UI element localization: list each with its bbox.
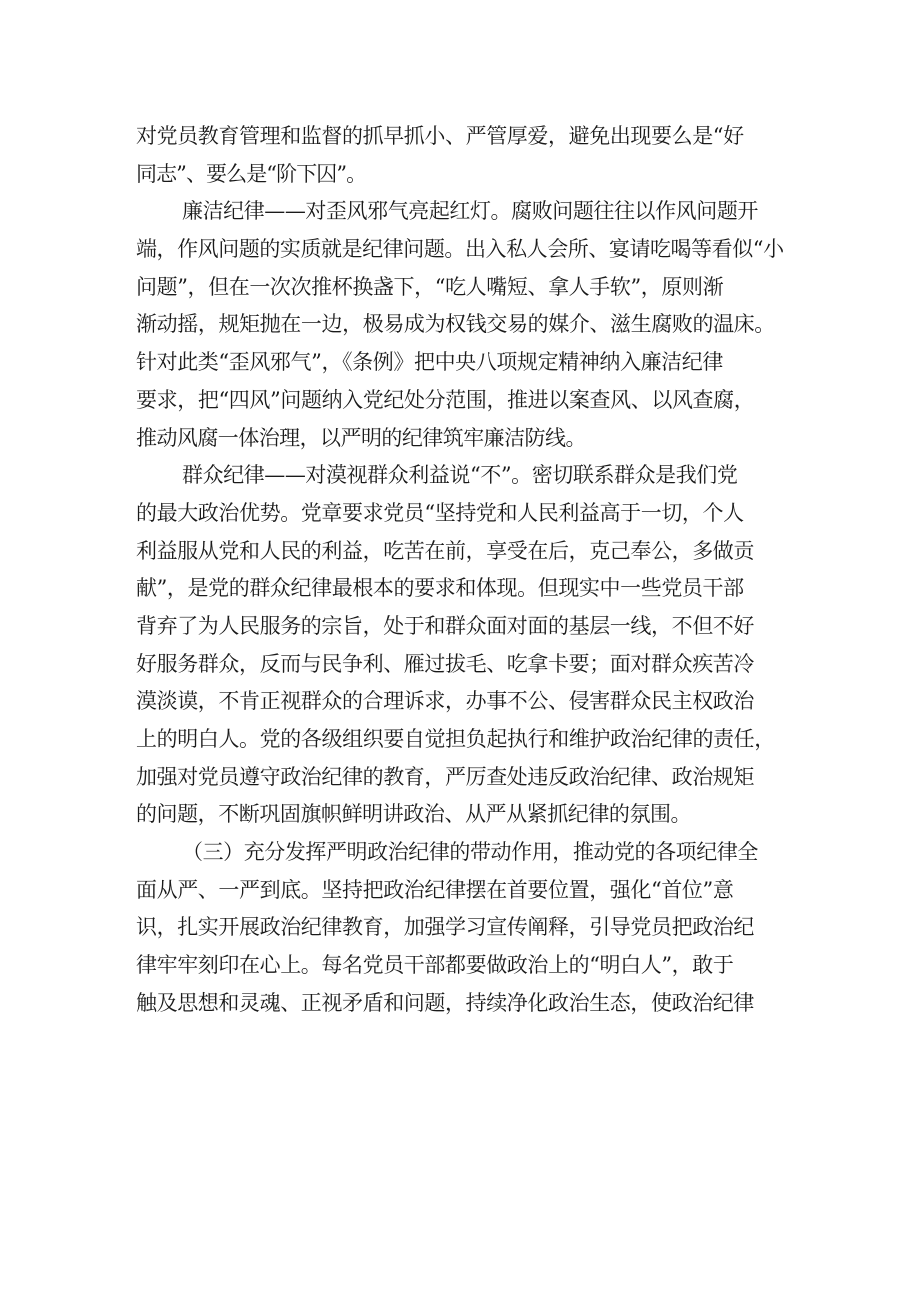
text-line-1: 对党员教育管理和监督的抓早抓小、严管厚爱，避免出现要么是“好 xyxy=(136,124,744,148)
text-line-15: 好服务群众，反而与民争利、雁过拔毛、吃拿卡要；面对群众疾苦冷 xyxy=(136,651,754,676)
text-line-6: 渐动摇，规矩抛在一边，极易成为权钱交易的媒介、滋生腐败的温床。 xyxy=(136,312,775,337)
paragraph-start-lianjie: 廉洁纪律——对歪风邪气亮起红灯。腐败问题往往以作风问题开 xyxy=(182,199,758,224)
text-line-9: 推动风腐一体治理，以严明的纪律筑牢廉洁防线。 xyxy=(136,425,586,450)
paragraph-start-section-three: （三）充分发挥严明政治纪律的带动作用，推动党的各项纪律全 xyxy=(182,840,758,865)
text-line-7: 针对此类“歪风邪气”，《条例》把中央八项规定精神纳入廉洁纪律 xyxy=(136,350,723,375)
text-line-21: 面从严、一严到底。坚持把政治纪律摆在首要位置，强化“首位”意 xyxy=(136,877,734,902)
text-line-22: 识，扎实开展政治纪律教育，加强学习宣传阐释，引导党员把政治纪 xyxy=(136,915,754,940)
text-line-5: 问题”，但在一次次推杯换盏下，“吃人嘴短、拿人手软”，原则渐 xyxy=(136,274,724,299)
text-line-19: 的问题，不断巩固旗帜鲜明讲政治、从严从紧抓纪律的氛围。 xyxy=(136,802,692,827)
text-line-12: 利益服从党和人民的利益，吃苦在前，享受在后，克己奉公，多做贡 xyxy=(136,538,754,563)
text-line-18: 加强对党员遵守政治纪律的教育，严厉查处违反政治纪律、政治规矩 xyxy=(136,764,754,789)
text-line-16: 漠淡谟，不肯正视群众的合理诉求，办事不公、侵害群众民主权政治 xyxy=(136,689,754,714)
text-line-2: 同志”、要么是“阶下囚”。 xyxy=(136,161,367,186)
body-text xyxy=(136,118,796,1023)
text-line-14: 背弃了为人民服务的宗旨，处于和群众面对面的基层一线，不但不好 xyxy=(136,613,754,638)
text-line-11: 的最大政治优势。党章要求党员“坚持党和人民利益高于一切，个人 xyxy=(136,500,744,525)
text-line-17: 上的明白人。党的各级组织要自觉担负起执行和维护政治纪律的责任， xyxy=(136,727,775,751)
text-line-4: 端，作风问题的实质就是纪律问题。出入私人会所、宴请吃喝等看似“小 xyxy=(136,237,784,262)
text-line-8: 要求，把“四风”问题纳入党纪处分范围，推进以案查风、以风查腐， xyxy=(136,387,755,412)
text-line-24: 触及思想和灵魂、正视矛盾和问题，持续净化政治生态，使政治纪律 xyxy=(136,990,754,1015)
text-line-23: 律牢牢刻印在心上。每名党员干部都要做政治上的“明白人”，敢于 xyxy=(136,953,734,978)
paragraph-start-qunzhong: 群众纪律——对漠视群众利益说“不”。密切联系群众是我们党 xyxy=(182,463,738,488)
text-line-13: 献”，是党的群众纪律最根本的要求和体现。但现实中一些党员干部 xyxy=(136,576,744,601)
